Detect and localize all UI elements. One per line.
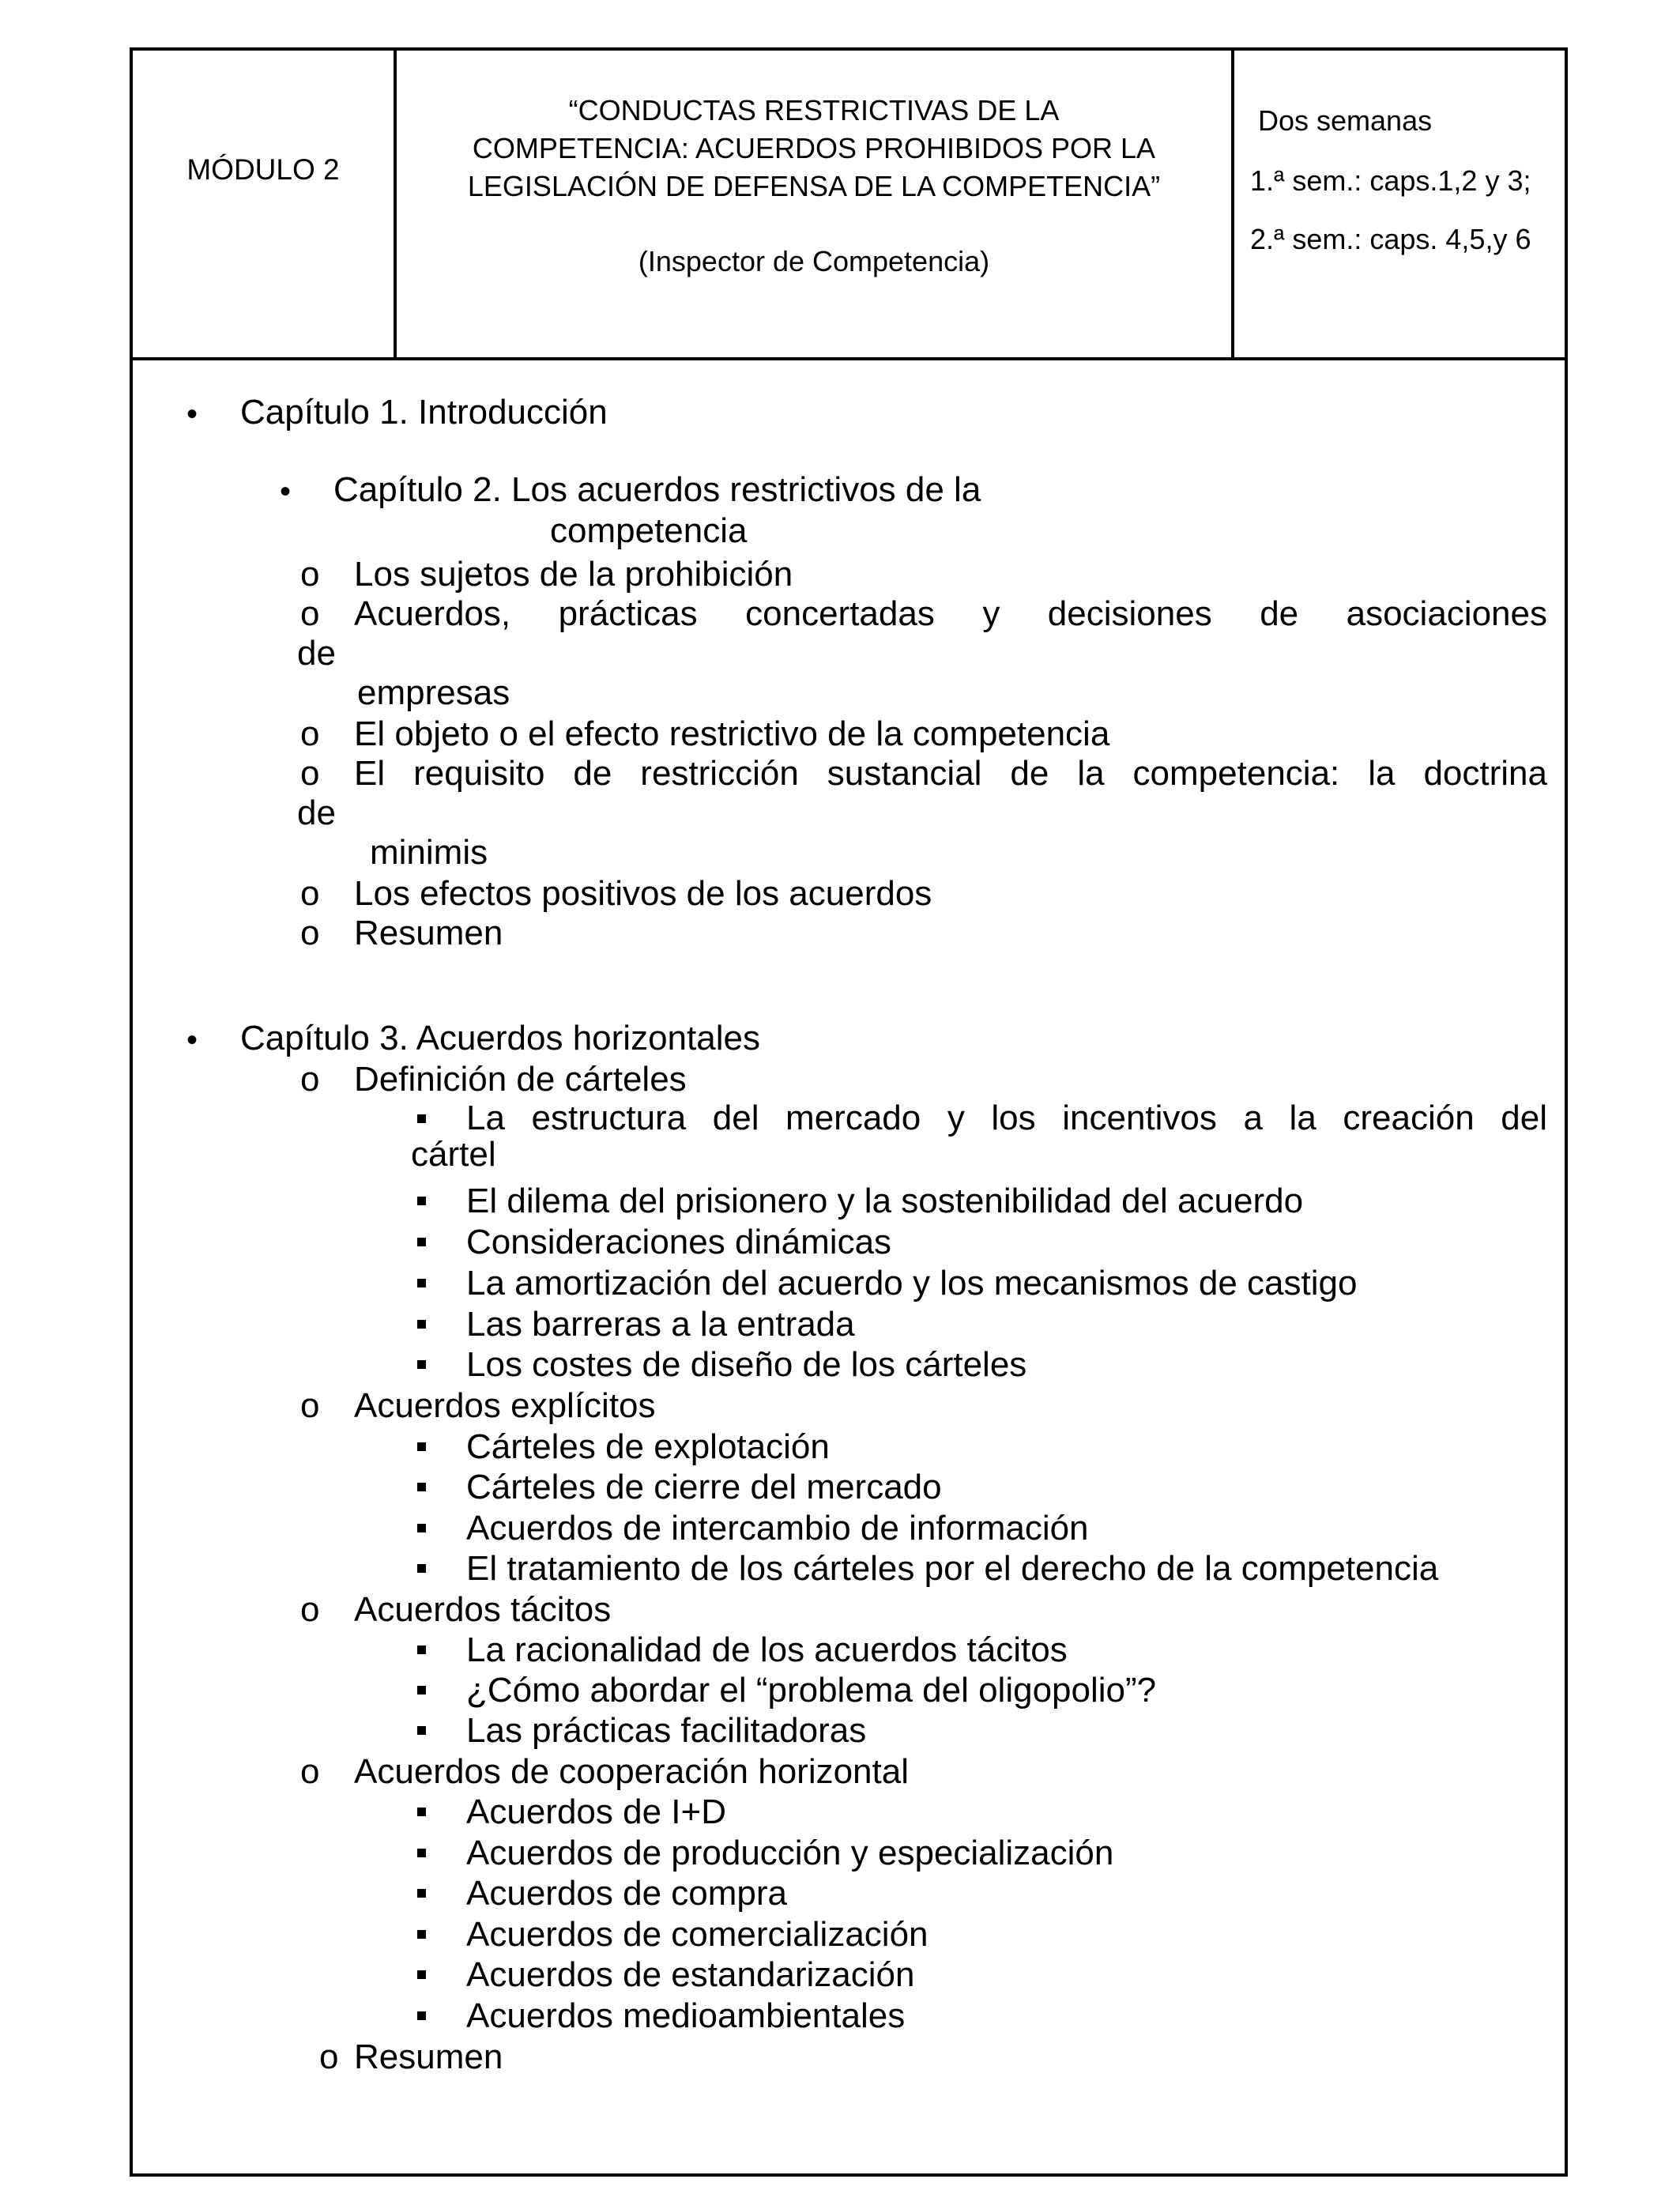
- week-1-schedule: 1.ª sem.: caps.1,2 y 3;: [1250, 164, 1531, 197]
- module-title-line-2: COMPETENCIA: ACUERDOS PROHIBIDOS POR LA: [472, 132, 1156, 164]
- week-2-schedule: 2.ª sem.: caps. 4,5,y 6: [1250, 223, 1531, 255]
- square-bullet-icon: [417, 1849, 426, 1857]
- bullet-icon: •: [186, 1023, 198, 1057]
- circle-bullet-icon: o: [300, 714, 320, 753]
- circle-bullet-icon: o: [319, 2038, 339, 2076]
- list-item-wrap: cártel: [411, 1135, 496, 1174]
- section-title: Definición de cárteles: [354, 1060, 687, 1099]
- list-item-wrap: de: [297, 794, 336, 832]
- chapter-1-title: Capítulo 1. Introducción: [240, 393, 608, 432]
- circle-bullet-icon: o: [300, 754, 320, 793]
- list-item: Acuerdos de compra: [466, 1874, 787, 1913]
- list-item: Los sujetos de la prohibición: [354, 555, 793, 594]
- list-item: El dilema del prisionero y la sostenibilidad del acuerdo: [466, 1182, 1304, 1220]
- square-bullet-icon: [417, 1320, 426, 1329]
- list-item-wrap: de: [297, 634, 336, 673]
- square-bullet-icon: [417, 1970, 426, 1979]
- section-title: Acuerdos explícitos: [354, 1386, 656, 1425]
- circle-bullet-icon: o: [300, 1752, 320, 1791]
- section-title: Acuerdos de cooperación horizontal: [354, 1752, 910, 1791]
- square-bullet-icon: [417, 1197, 426, 1205]
- list-item: El tratamiento de los cárteles por el derecho de la competencia: [466, 1549, 1439, 1588]
- square-bullet-icon: [417, 1930, 426, 1939]
- square-bullet-icon: [417, 2011, 426, 2020]
- chapter-2-title-cont: competencia: [550, 511, 748, 550]
- circle-bullet-icon: o: [300, 1060, 320, 1099]
- list-item: Los efectos positivos de los acuerdos: [354, 874, 932, 913]
- square-bullet-icon: [417, 1524, 426, 1532]
- list-item: Resumen: [354, 914, 503, 952]
- circle-bullet-icon: o: [300, 874, 320, 913]
- list-item: Acuerdos de I+D: [466, 1793, 726, 1831]
- square-bullet-icon: [417, 1114, 426, 1123]
- square-bullet-icon: [417, 1726, 426, 1735]
- list-item: La amortización del acuerdo y los mecanismos de castigo: [466, 1264, 1358, 1302]
- list-item: Los costes de diseño de los cárteles: [466, 1345, 1027, 1384]
- square-bullet-icon: [417, 1279, 426, 1287]
- square-bullet-icon: [417, 1238, 426, 1246]
- square-bullet-icon: [417, 1360, 426, 1369]
- list-item: ¿Cómo abordar el “problema del oligopolio”?: [466, 1671, 1157, 1710]
- module-label: MÓDULO 2: [186, 153, 340, 186]
- section-title: Resumen: [354, 2038, 503, 2076]
- list-item: Las barreras a la entrada: [466, 1305, 855, 1344]
- module-subtitle: (Inspector de Competencia): [638, 245, 990, 277]
- list-item-wrap: minimis: [370, 833, 488, 872]
- square-bullet-icon: [417, 1442, 426, 1451]
- list-item: Acuerdos de intercambio de información: [466, 1509, 1089, 1547]
- list-item: Consideraciones dinámicas: [466, 1223, 892, 1261]
- circle-bullet-icon: o: [300, 914, 320, 952]
- list-item: La racionalidad de los acuerdos tácitos: [466, 1630, 1068, 1669]
- module-title-line-3: LEGISLACIÓN DE DEFENSA DE LA COMPETENCIA”: [467, 170, 1161, 202]
- square-bullet-icon: [417, 1646, 426, 1654]
- bullet-icon: •: [186, 397, 198, 432]
- module-header: [133, 51, 1565, 360]
- square-bullet-icon: [417, 1564, 426, 1573]
- circle-bullet-icon: o: [300, 1386, 320, 1425]
- list-item: Cárteles de explotación: [466, 1427, 830, 1466]
- square-bullet-icon: [417, 1889, 426, 1898]
- square-bullet-icon: [417, 1483, 426, 1491]
- square-bullet-icon: [417, 1808, 426, 1816]
- list-item: Cárteles de cierre del mercado: [466, 1468, 942, 1506]
- circle-bullet-icon: o: [300, 1590, 320, 1629]
- list-item: Las prácticas facilitadoras: [466, 1711, 867, 1750]
- list-item: Acuerdos de producción y especialización: [466, 1834, 1114, 1872]
- list-item: Acuerdos de comercialización: [466, 1915, 929, 1954]
- chapter-3-title: Capítulo 3. Acuerdos horizontales: [240, 1019, 760, 1057]
- section-title: Acuerdos tácitos: [354, 1590, 612, 1629]
- list-item: El requisito de restricción sustancial de la competencia: la doctrina: [354, 754, 1547, 793]
- list-item: La estructura del mercado y los incentivos a la creación del: [466, 1099, 1547, 1137]
- module-frame: [130, 47, 1568, 2177]
- duration-label: Dos semanas: [1258, 104, 1433, 137]
- chapter-2-title: Capítulo 2. Los acuerdos restrictivos de la: [333, 470, 981, 509]
- square-bullet-icon: [417, 1686, 426, 1695]
- circle-bullet-icon: o: [300, 555, 320, 594]
- list-item-wrap: empresas: [357, 673, 510, 712]
- bullet-icon: •: [280, 474, 292, 509]
- list-item: El objeto o el efecto restrictivo de la competencia: [354, 714, 1110, 753]
- duration-cell: [1234, 51, 1566, 357]
- module-title-line-1: “CONDUCTAS RESTRICTIVAS DE LA: [568, 94, 1060, 126]
- list-item: Acuerdos medioambientales: [466, 1996, 906, 2035]
- circle-bullet-icon: o: [300, 594, 320, 633]
- module-title-cell: [397, 51, 1231, 357]
- list-item: Acuerdos de estandarización: [466, 1955, 915, 1994]
- list-item: Acuerdos, prácticas concertadas y decisiones de asociaciones: [354, 594, 1547, 633]
